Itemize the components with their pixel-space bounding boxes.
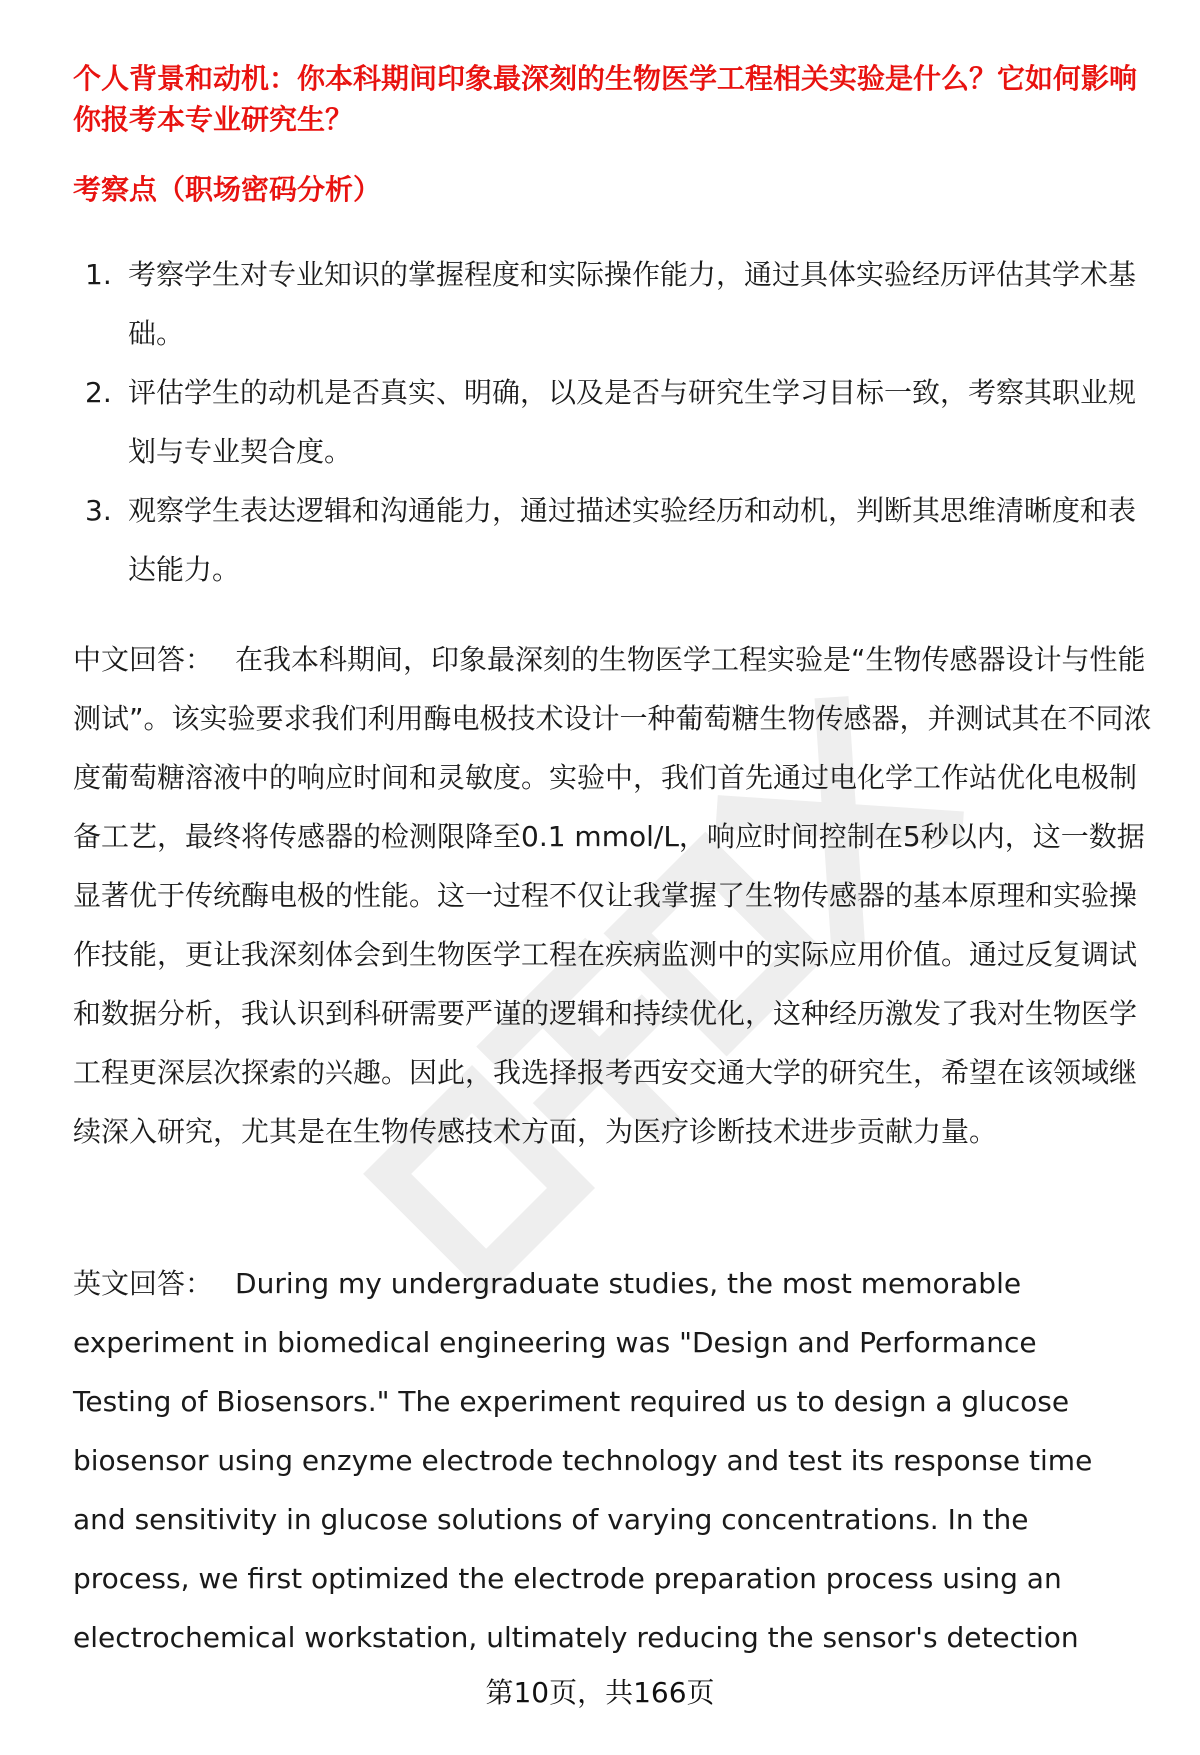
point-text: 评估学生的动机是否真实、明确，以及是否与研究生学习目标一致，考察其职业规划与专业契合度。	[128, 376, 1137, 468]
assessment-points-list	[73, 245, 1163, 599]
english-answer	[73, 1254, 1143, 1667]
assessment-point	[73, 245, 1163, 363]
point-number: 1.	[85, 258, 112, 291]
chinese-answer	[73, 630, 1158, 1161]
question-title: 个人背景和动机：你本科期间印象最深刻的生物医学工程相关实验是什么？它如何影响你报考本专业研究生？	[73, 62, 1138, 136]
chinese-answer-label: 中文回答：	[73, 643, 214, 676]
chinese-answer-text: 在我本科期间，印象最深刻的生物医学工程实验是“生物传感器设计与性能测试”。该实验要求我们利用酶电极技术设计一种葡萄糖生物传感器，并测试其在不同浓度葡萄糖溶液中的响应时间和灵敏度。实验中，我们首先通过电化学工作站优化电极制备工艺，最终将传感器的检测限降至0.1 mmol/L，响应时间控制在5秒以内，这一数据显著优于传统酶电极的性能。这一过程不仅让我掌握了生物传感器的基本原理和实验操作技能，更让我深刻体会到生物医学工程在疾病监测中的实际应用价值。通过反复调试和数据分析，我认识到科研需要严谨的逻辑和持续优化，这种经历激发了我对生物医学工程更深层次探索的兴趣。因此，我选择报考西安交通大学的研究生，希望在该领域继续深入研究，尤其是在生物传感技术方面，为医疗诊断技术进步贡献力量。	[73, 643, 1152, 1148]
page-number-footer: 第10页，共166页	[485, 1676, 715, 1709]
point-text: 考察学生对专业知识的掌握程度和实际操作能力，通过具体实验经历评估其学术基础。	[128, 258, 1137, 350]
english-answer-label: 英文回答：	[73, 1267, 214, 1300]
english-answer-text: During my undergraduate studies, the most memorable experiment in biomedical engineering was "Design and Performance Testing of Biosensors." The experiment required us to design a glucose biosensor using enzyme electrode technology and test its response time and sensitivity in glucose solutions of varying concentrations. In the process, we first optimized the electrode preparation process using an electrochemical workstation, ultimately reducing the sensor's detection	[73, 1267, 1093, 1654]
point-text: 观察学生表达逻辑和沟通能力，通过描述实验经历和动机，判断其思维清晰度和表达能力。	[128, 494, 1137, 586]
point-number: 2.	[85, 376, 112, 409]
assessment-point	[73, 481, 1163, 599]
point-number: 3.	[85, 494, 112, 527]
assessment-heading: 考察点（职场密码分析）	[73, 173, 382, 206]
assessment-point	[73, 363, 1163, 481]
